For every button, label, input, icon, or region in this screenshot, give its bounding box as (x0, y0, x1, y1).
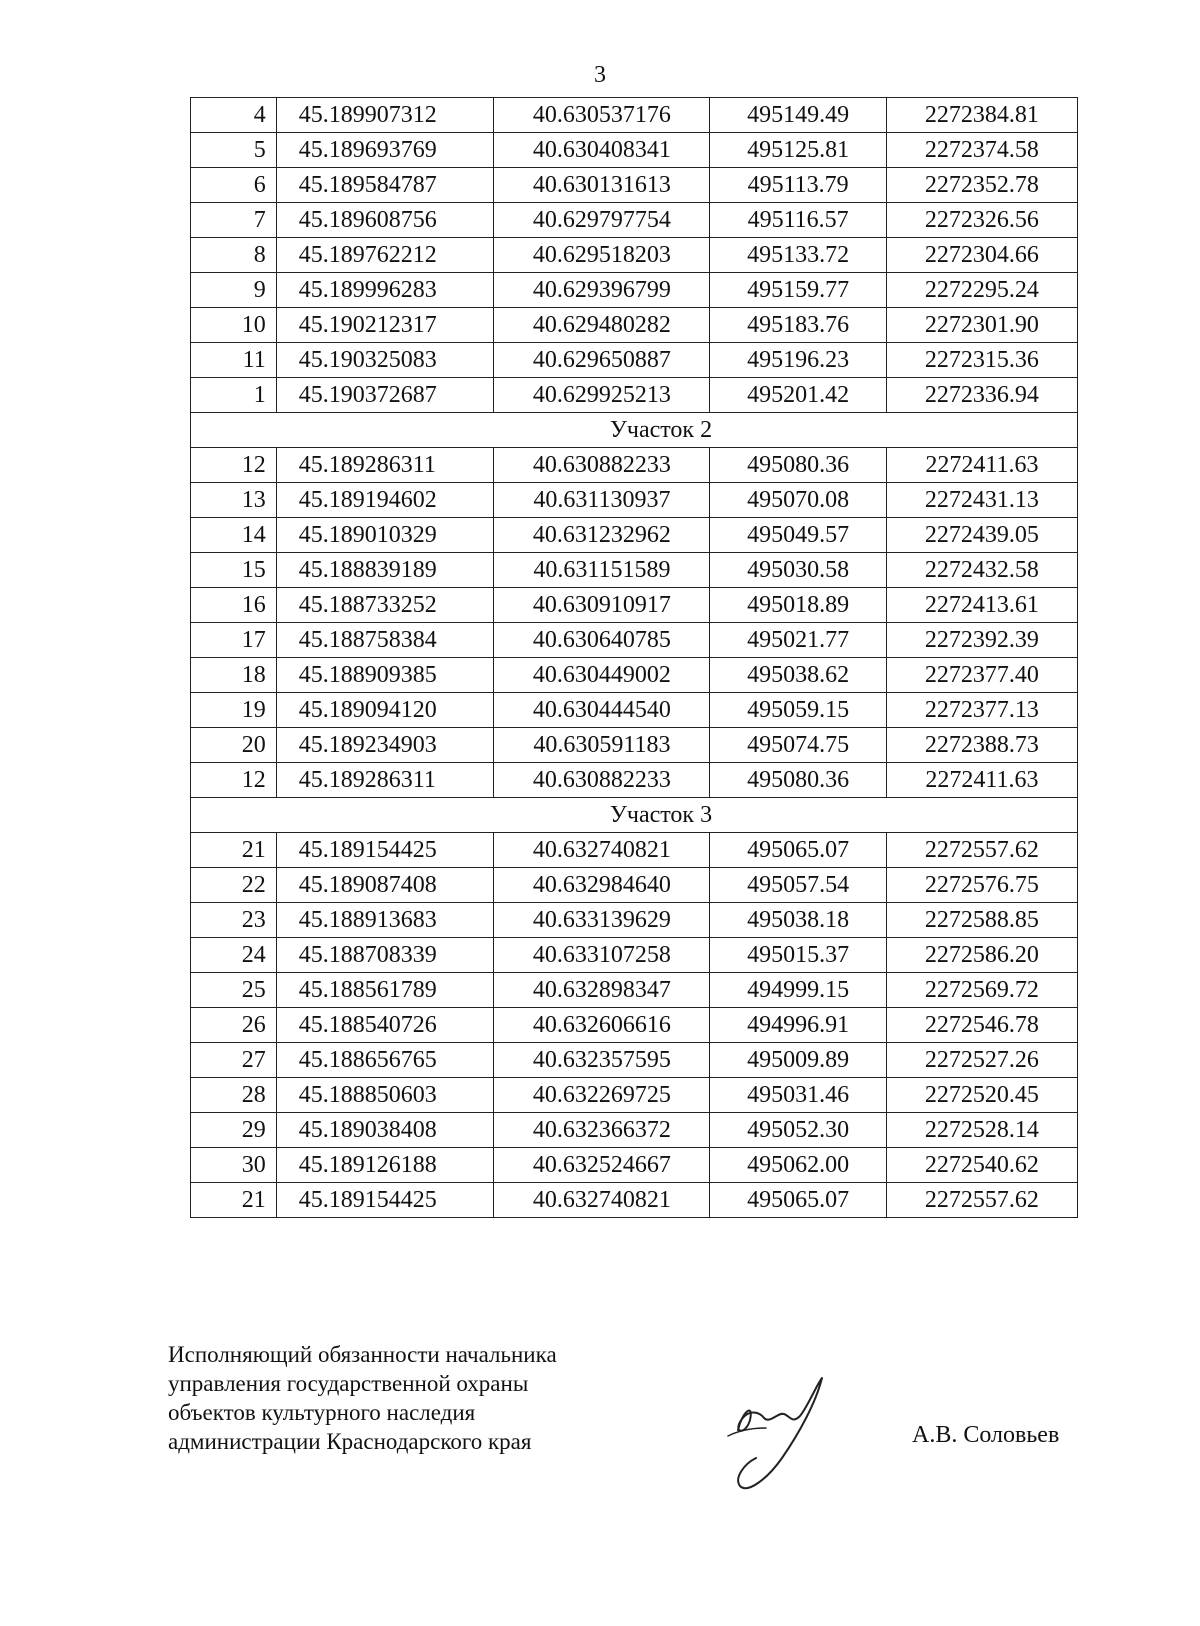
longitude-cell: 40.630537176 (494, 98, 710, 133)
table-row (191, 868, 1078, 903)
point-number-cell: 30 (191, 1148, 277, 1183)
x-coordinate-cell: 495065.07 (710, 1183, 886, 1218)
y-coordinate-cell: 2272557.62 (886, 833, 1077, 868)
longitude-cell: 40.629518203 (494, 238, 710, 273)
y-coordinate-cell: 2272439.05 (886, 518, 1077, 553)
table-row (191, 378, 1078, 413)
handwritten-signature (720, 1372, 840, 1502)
latitude-cell: 45.189038408 (276, 1113, 494, 1148)
latitude-cell: 45.189584787 (276, 168, 494, 203)
x-coordinate-cell: 495116.57 (710, 203, 886, 238)
longitude-cell: 40.631151589 (494, 553, 710, 588)
latitude-cell: 45.189154425 (276, 1183, 494, 1218)
x-coordinate-cell: 495183.76 (710, 308, 886, 343)
point-number-cell: 29 (191, 1113, 277, 1148)
longitude-cell: 40.631232962 (494, 518, 710, 553)
position-line: управления государственной охраны (168, 1371, 529, 1396)
point-number-cell: 18 (191, 658, 277, 693)
latitude-cell: 45.190212317 (276, 308, 494, 343)
table-row (191, 973, 1078, 1008)
point-number-cell: 14 (191, 518, 277, 553)
x-coordinate-cell: 495074.75 (710, 728, 886, 763)
longitude-cell: 40.633107258 (494, 938, 710, 973)
point-number-cell: 17 (191, 623, 277, 658)
longitude-cell: 40.632740821 (494, 833, 710, 868)
longitude-cell: 40.630408341 (494, 133, 710, 168)
x-coordinate-cell: 495021.77 (710, 623, 886, 658)
table-row (191, 483, 1078, 518)
longitude-cell: 40.630640785 (494, 623, 710, 658)
y-coordinate-cell: 2272352.78 (886, 168, 1077, 203)
x-coordinate-cell: 495057.54 (710, 868, 886, 903)
latitude-cell: 45.189286311 (276, 448, 494, 483)
y-coordinate-cell: 2272413.61 (886, 588, 1077, 623)
y-coordinate-cell: 2272411.63 (886, 448, 1077, 483)
point-number-cell: 21 (191, 1183, 277, 1218)
point-number-cell: 12 (191, 448, 277, 483)
x-coordinate-cell: 495062.00 (710, 1148, 886, 1183)
y-coordinate-cell: 2272527.26 (886, 1043, 1077, 1078)
x-coordinate-cell: 495113.79 (710, 168, 886, 203)
x-coordinate-cell: 495070.08 (710, 483, 886, 518)
point-number-cell: 23 (191, 903, 277, 938)
table-row (191, 728, 1078, 763)
latitude-cell: 45.189608756 (276, 203, 494, 238)
section-label: Участок 2 (191, 413, 1078, 448)
latitude-cell: 45.189126188 (276, 1148, 494, 1183)
y-coordinate-cell: 2272374.58 (886, 133, 1077, 168)
point-number-cell: 5 (191, 133, 277, 168)
table-row (191, 553, 1078, 588)
y-coordinate-cell: 2272377.13 (886, 693, 1077, 728)
latitude-cell: 45.189194602 (276, 483, 494, 518)
y-coordinate-cell: 2272301.90 (886, 308, 1077, 343)
y-coordinate-cell: 2272586.20 (886, 938, 1077, 973)
latitude-cell: 45.189087408 (276, 868, 494, 903)
table-row (191, 203, 1078, 238)
latitude-cell: 45.188850603 (276, 1078, 494, 1113)
longitude-cell: 40.632606616 (494, 1008, 710, 1043)
latitude-cell: 45.189907312 (276, 98, 494, 133)
point-number-cell: 21 (191, 833, 277, 868)
point-number-cell: 24 (191, 938, 277, 973)
table-row (191, 238, 1078, 273)
longitude-cell: 40.630910917 (494, 588, 710, 623)
y-coordinate-cell: 2272411.63 (886, 763, 1077, 798)
longitude-cell: 40.632740821 (494, 1183, 710, 1218)
page-number: 3 (594, 62, 606, 88)
section-label: Участок 3 (191, 798, 1078, 833)
x-coordinate-cell: 495030.58 (710, 553, 886, 588)
x-coordinate-cell: 495149.49 (710, 98, 886, 133)
y-coordinate-cell: 2272384.81 (886, 98, 1077, 133)
y-coordinate-cell: 2272336.94 (886, 378, 1077, 413)
point-number-cell: 25 (191, 973, 277, 1008)
table-row (191, 903, 1078, 938)
longitude-cell: 40.630444540 (494, 693, 710, 728)
latitude-cell: 45.190372687 (276, 378, 494, 413)
point-number-cell: 15 (191, 553, 277, 588)
table-row (191, 658, 1078, 693)
longitude-cell: 40.632898347 (494, 973, 710, 1008)
longitude-cell: 40.630591183 (494, 728, 710, 763)
y-coordinate-cell: 2272557.62 (886, 1183, 1077, 1218)
x-coordinate-cell: 495065.07 (710, 833, 886, 868)
longitude-cell: 40.632357595 (494, 1043, 710, 1078)
point-number-cell: 9 (191, 273, 277, 308)
point-number-cell: 13 (191, 483, 277, 518)
x-coordinate-cell: 495059.15 (710, 693, 886, 728)
latitude-cell: 45.188839189 (276, 553, 494, 588)
point-number-cell: 26 (191, 1008, 277, 1043)
point-number-cell: 27 (191, 1043, 277, 1078)
point-number-cell: 22 (191, 868, 277, 903)
longitude-cell: 40.630882233 (494, 763, 710, 798)
table-row (191, 1113, 1078, 1148)
x-coordinate-cell: 495052.30 (710, 1113, 886, 1148)
coordinates-table-body (191, 98, 1078, 1218)
longitude-cell: 40.631130937 (494, 483, 710, 518)
x-coordinate-cell: 495201.42 (710, 378, 886, 413)
x-coordinate-cell: 494996.91 (710, 1008, 886, 1043)
latitude-cell: 45.189010329 (276, 518, 494, 553)
latitude-cell: 45.189094120 (276, 693, 494, 728)
x-coordinate-cell: 495038.62 (710, 658, 886, 693)
longitude-cell: 40.632524667 (494, 1148, 710, 1183)
latitude-cell: 45.188561789 (276, 973, 494, 1008)
x-coordinate-cell: 495049.57 (710, 518, 886, 553)
signatory-position (168, 1340, 557, 1456)
latitude-cell: 45.188909385 (276, 658, 494, 693)
x-coordinate-cell: 495015.37 (710, 938, 886, 973)
table-row (191, 588, 1078, 623)
longitude-cell: 40.630131613 (494, 168, 710, 203)
table-row (191, 133, 1078, 168)
point-number-cell: 11 (191, 343, 277, 378)
table-row (191, 343, 1078, 378)
x-coordinate-cell: 495196.23 (710, 343, 886, 378)
latitude-cell: 45.189234903 (276, 728, 494, 763)
position-line: Исполняющий обязанности начальника (168, 1342, 557, 1367)
position-line: объектов культурного наследия (168, 1400, 476, 1425)
table-row (191, 693, 1078, 728)
latitude-cell: 45.188656765 (276, 1043, 494, 1078)
point-number-cell: 10 (191, 308, 277, 343)
x-coordinate-cell: 495080.36 (710, 448, 886, 483)
y-coordinate-cell: 2272295.24 (886, 273, 1077, 308)
latitude-cell: 45.189154425 (276, 833, 494, 868)
y-coordinate-cell: 2272431.13 (886, 483, 1077, 518)
section-header-row (191, 413, 1078, 448)
latitude-cell: 45.189286311 (276, 763, 494, 798)
table-row (191, 1183, 1078, 1218)
y-coordinate-cell: 2272576.75 (886, 868, 1077, 903)
table-row (191, 1008, 1078, 1043)
section-header-row (191, 798, 1078, 833)
point-number-cell: 4 (191, 98, 277, 133)
y-coordinate-cell: 2272377.40 (886, 658, 1077, 693)
y-coordinate-cell: 2272528.14 (886, 1113, 1077, 1148)
table-row (191, 623, 1078, 658)
y-coordinate-cell: 2272546.78 (886, 1008, 1077, 1043)
longitude-cell: 40.632269725 (494, 1078, 710, 1113)
table-row (191, 833, 1078, 868)
table-row (191, 308, 1078, 343)
latitude-cell: 45.188733252 (276, 588, 494, 623)
table-row (191, 1078, 1078, 1113)
x-coordinate-cell: 495080.36 (710, 763, 886, 798)
table-row (191, 1148, 1078, 1183)
longitude-cell: 40.632984640 (494, 868, 710, 903)
position-line: администрации Краснодарского края (168, 1429, 532, 1454)
point-number-cell: 7 (191, 203, 277, 238)
longitude-cell: 40.629396799 (494, 273, 710, 308)
y-coordinate-cell: 2272315.36 (886, 343, 1077, 378)
latitude-cell: 45.189762212 (276, 238, 494, 273)
y-coordinate-cell: 2272520.45 (886, 1078, 1077, 1113)
table-row (191, 273, 1078, 308)
y-coordinate-cell: 2272326.56 (886, 203, 1077, 238)
y-coordinate-cell: 2272432.58 (886, 553, 1077, 588)
x-coordinate-cell: 495031.46 (710, 1078, 886, 1113)
point-number-cell: 16 (191, 588, 277, 623)
latitude-cell: 45.189996283 (276, 273, 494, 308)
point-number-cell: 6 (191, 168, 277, 203)
longitude-cell: 40.630449002 (494, 658, 710, 693)
x-coordinate-cell: 495125.81 (710, 133, 886, 168)
longitude-cell: 40.632366372 (494, 1113, 710, 1148)
y-coordinate-cell: 2272588.85 (886, 903, 1077, 938)
x-coordinate-cell: 495159.77 (710, 273, 886, 308)
table-row (191, 763, 1078, 798)
signer-name: А.В. Соловьев (912, 1422, 1060, 1448)
longitude-cell: 40.633139629 (494, 903, 710, 938)
y-coordinate-cell: 2272392.39 (886, 623, 1077, 658)
latitude-cell: 45.188540726 (276, 1008, 494, 1043)
longitude-cell: 40.629925213 (494, 378, 710, 413)
point-number-cell: 19 (191, 693, 277, 728)
y-coordinate-cell: 2272304.66 (886, 238, 1077, 273)
point-number-cell: 28 (191, 1078, 277, 1113)
x-coordinate-cell: 495038.18 (710, 903, 886, 938)
longitude-cell: 40.629650887 (494, 343, 710, 378)
y-coordinate-cell: 2272540.62 (886, 1148, 1077, 1183)
table-row (191, 1043, 1078, 1078)
x-coordinate-cell: 495133.72 (710, 238, 886, 273)
longitude-cell: 40.629797754 (494, 203, 710, 238)
x-coordinate-cell: 494999.15 (710, 973, 886, 1008)
table-row (191, 518, 1078, 553)
latitude-cell: 45.188913683 (276, 903, 494, 938)
table-row (191, 168, 1078, 203)
x-coordinate-cell: 495018.89 (710, 588, 886, 623)
point-number-cell: 1 (191, 378, 277, 413)
longitude-cell: 40.630882233 (494, 448, 710, 483)
latitude-cell: 45.188708339 (276, 938, 494, 973)
y-coordinate-cell: 2272388.73 (886, 728, 1077, 763)
latitude-cell: 45.188758384 (276, 623, 494, 658)
y-coordinate-cell: 2272569.72 (886, 973, 1077, 1008)
table-row (191, 98, 1078, 133)
table-row (191, 938, 1078, 973)
point-number-cell: 20 (191, 728, 277, 763)
x-coordinate-cell: 495009.89 (710, 1043, 886, 1078)
table-row (191, 448, 1078, 483)
latitude-cell: 45.189693769 (276, 133, 494, 168)
point-number-cell: 8 (191, 238, 277, 273)
latitude-cell: 45.190325083 (276, 343, 494, 378)
longitude-cell: 40.629480282 (494, 308, 710, 343)
point-number-cell: 12 (191, 763, 277, 798)
coordinates-table (190, 97, 1078, 1218)
